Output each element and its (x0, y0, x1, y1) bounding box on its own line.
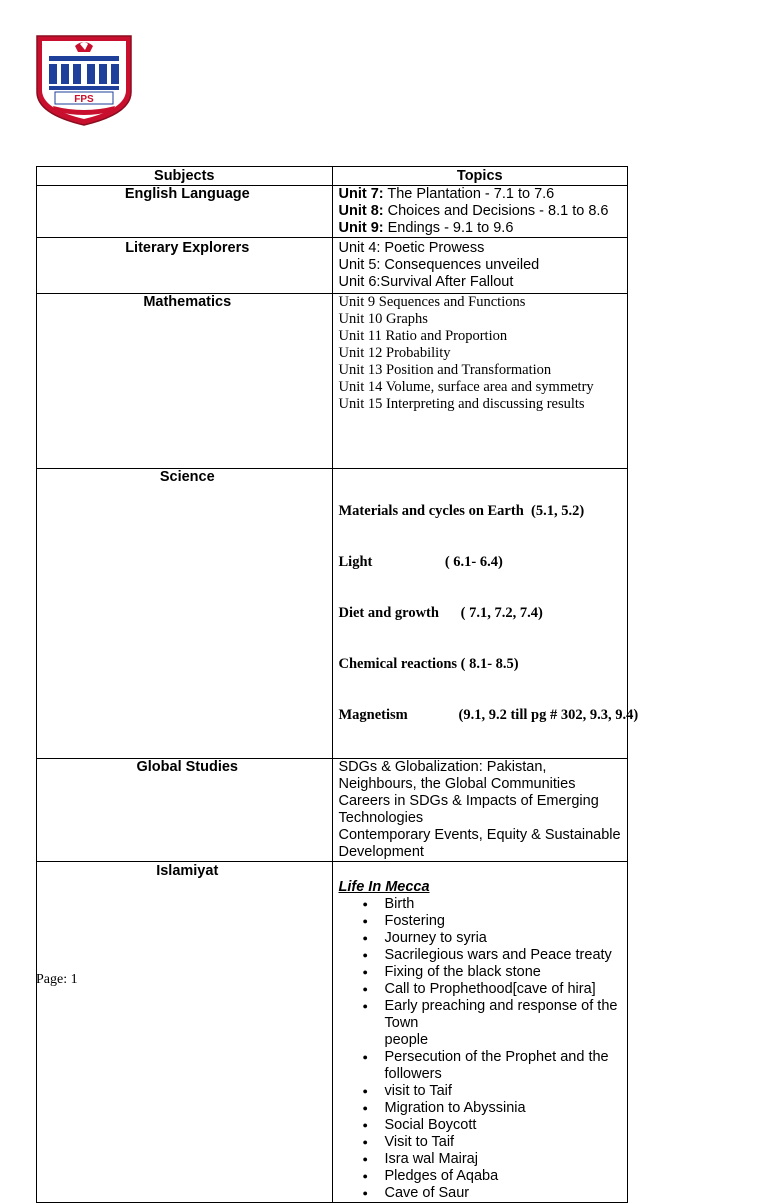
list-item: ● Cave of Saur (385, 1185, 628, 1202)
table-row (37, 469, 628, 759)
syllabus-table (36, 166, 639, 1203)
topic-line: Unit 5: Consequences unveiled (338, 257, 540, 273)
topic-line: Unit 10 Graphs (338, 311, 428, 327)
topic-line: Unit 13 Position and Transformation (338, 362, 552, 378)
topic-line: Contemporary Events, Equity & Sustainable Development (338, 827, 621, 860)
topics-cell (332, 469, 639, 759)
list-item: ● Early preaching and response of the Town (385, 998, 628, 1032)
topics-cell (332, 238, 628, 294)
list-item: ● Fixing of the black stone (385, 964, 628, 981)
topic-line: Unit 6:Survival After Fallout (338, 274, 514, 290)
topic-line: Unit 14 Volume, surface area and symmetry (338, 379, 594, 395)
topic-line: SDGs & Globalization: Pakistan, Neighbours, the Global Communities (338, 759, 576, 792)
topic-line: Unit 9 Sequences and Functions (338, 294, 526, 310)
topic-line: Unit 9: Endings - 9.1 to 9.6 (338, 220, 514, 236)
table-header-row (37, 167, 628, 186)
topics-cell (332, 759, 628, 862)
subject-cell: Literary Explorers (37, 238, 333, 294)
topics-cell (332, 862, 628, 1203)
topic-line: Unit 12 Probability (338, 345, 451, 361)
list-item: ● Sacrilegious wars and Peace treaty (385, 947, 628, 964)
list-item: ● visit to Taif (385, 1083, 628, 1100)
subject-cell: Science (37, 469, 333, 759)
subject-cell: Mathematics (37, 294, 333, 469)
list-item: ● Social Boycott (385, 1117, 628, 1134)
topics-cell (332, 294, 628, 469)
topic-line: Unit 15 Interpreting and discussing results (338, 396, 585, 412)
topic-line: Light ( 6.1- 6.4) (338, 554, 503, 570)
list-item: ● Call to Prophethood[cave of hira] (385, 981, 628, 998)
subject-cell: Islamiyat (37, 862, 333, 1203)
list-item: ● Isra wal Mairaj (385, 1151, 628, 1168)
topic-line: Materials and cycles on Earth (5.1, 5.2) (338, 503, 585, 519)
header-topics: Topics (332, 167, 628, 186)
list-item: ● Pledges of Aqaba (385, 1168, 628, 1185)
list-item: ● Migration to Abyssinia (385, 1100, 628, 1117)
topic-line: Unit 7: The Plantation - 7.1 to 7.6 (338, 186, 555, 202)
topic-bullet-list (339, 896, 628, 1202)
topic-line: Chemical reactions ( 8.1- 8.5) (338, 656, 519, 672)
table-row (37, 238, 628, 294)
school-crest-logo (35, 34, 133, 126)
table-row (37, 759, 628, 862)
topic-line: Unit 11 Ratio and Proportion (338, 328, 508, 344)
table-row (37, 862, 628, 1203)
table-row (37, 294, 628, 469)
list-item: ● Birth (385, 896, 628, 913)
list-item: ● Fostering (385, 913, 628, 930)
crest-letters: FPS (74, 94, 94, 105)
list-item: people (384, 1032, 429, 1048)
header-subjects: Subjects (37, 167, 333, 186)
list-item: ● Visit to Taif (385, 1134, 628, 1151)
section-title: Life In Mecca (338, 879, 430, 895)
topics-cell (332, 186, 628, 238)
topic-line: Unit 4: Poetic Prowess (338, 240, 485, 256)
topic-line: Magnetism (9.1, 9.2 till pg # 302, 9.3, 9.4) (338, 707, 639, 723)
topic-line: Careers in SDGs & Impacts of Emerging Technologies (338, 793, 599, 826)
table-row (37, 186, 628, 238)
topic-line: Diet and growth ( 7.1, 7.2, 7.4) (338, 605, 543, 621)
list-item: ● Persecution of the Prophet and the followers (385, 1049, 628, 1083)
page-number: Page: 1 (36, 972, 78, 987)
list-item: ● Journey to syria (385, 930, 628, 947)
subject-cell: Global Studies (37, 759, 333, 862)
subject-cell: English Language (37, 186, 333, 238)
topic-line: Unit 8: Choices and Decisions - 8.1 to 8.6 (338, 203, 609, 219)
